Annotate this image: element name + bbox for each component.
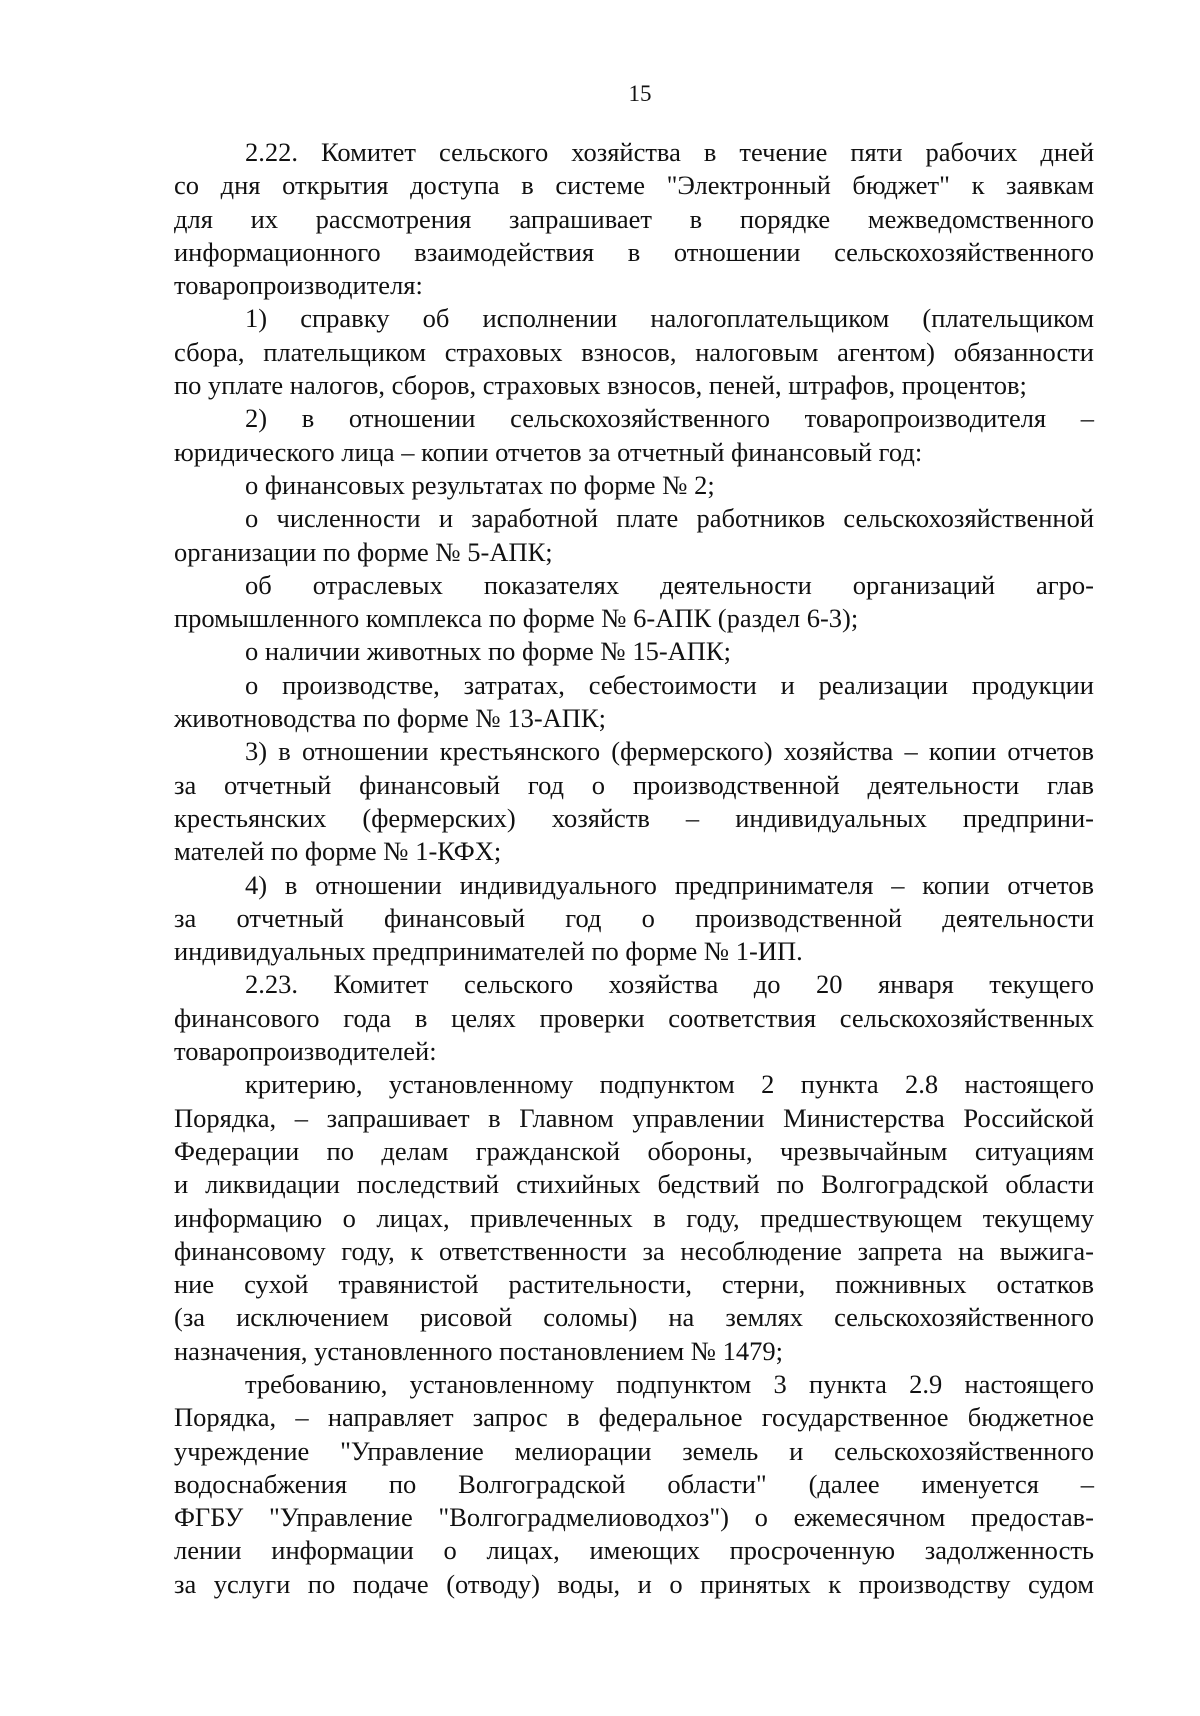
text-line: Порядка, – направляет запрос в федеральное государственное бюджетное — [174, 1402, 1094, 1433]
text-line: 2.23. Комитет сельского хозяйства до 20 января текущего — [245, 969, 1094, 1000]
text-line: водоснабжения по Волгоградской области" (далее именуется – — [174, 1468, 1094, 1499]
paragraph-criterion-2-8 — [174, 1068, 1094, 1368]
text-line: за услуги по подаче (отводу) воды, и о принятых к производству судом — [174, 1568, 1094, 1599]
page-number: 15 — [628, 81, 652, 106]
text-line: ние сухой травянистой растительности, стерни, пожнивных остатков — [174, 1269, 1094, 1300]
text-line: промышленного комплекса по форме № 6-АПК (раздел 6-3); — [174, 603, 859, 634]
paragraph-p-2-23 — [174, 968, 1094, 1068]
text-line: об отраслевых показателях деятельности организаций агро- — [245, 569, 1094, 600]
paragraph-item-2-e — [174, 669, 1094, 736]
text-line: 1) справку об исполнении налогоплательщиком (плательщиком — [245, 303, 1094, 334]
text-line: индивидуальных предпринимателей по форме № 1-ИП. — [174, 936, 803, 967]
text-line: со дня открытия доступа в системе "Электронный бюджет" к заявкам — [174, 170, 1094, 201]
paragraph-requirement-2-9 — [174, 1368, 1094, 1601]
text-line: юридического лица – копии отчетов за отчетный финансовый год: — [174, 436, 923, 467]
text-line: за отчетный финансовый год о производственной деятельности — [174, 902, 1094, 933]
text-line: финансового года в целях проверки соответствия сельскохозяйственных — [174, 1002, 1094, 1033]
paragraph-item-2-c — [174, 569, 1094, 636]
text-line: для их рассмотрения запрашивает в порядке межведомственного — [174, 203, 1094, 234]
text-line: Федерации по делам гражданской обороны, чрезвычайным ситуациям — [174, 1135, 1094, 1166]
text-line: критерию, установленному подпунктом 2 пункта 2.8 настоящего — [245, 1069, 1094, 1100]
paragraph-item-2 — [174, 402, 1094, 469]
text-line: ФГБУ "Управление "Волгоградмелиоводхоз") о ежемесячном предостав- — [174, 1502, 1094, 1533]
text-line: мателей по форме № 1-КФХ; — [174, 836, 502, 867]
text-line: финансовому году, к ответственности за несоблюдение запрета на выжига- — [174, 1235, 1094, 1266]
text-line: лении информации о лицах, имеющих просроченную задолженность — [174, 1535, 1094, 1566]
paragraph-item-3 — [174, 735, 1094, 868]
text-line: 4) в отношении индивидуального предпринимателя – копии отчетов — [245, 869, 1094, 900]
text-line: товаропроизводителя: — [174, 270, 423, 301]
text-line: информацию о лицах, привлеченных в году, предшествующем текущему — [174, 1202, 1094, 1233]
text-line: 2.22. Комитет сельского хозяйства в течение пяти рабочих дней — [245, 137, 1094, 167]
paragraph-p-2-22 — [174, 136, 1094, 302]
text-line: сбора, плательщиком страховых взносов, налоговым агентом) обязанности — [174, 336, 1094, 367]
paragraph-item-2-a — [174, 469, 1094, 502]
text-line: Порядка, – запрашивает в Главном управлении Министерства Российской — [174, 1102, 1094, 1133]
text-line: по уплате налогов, сборов, страховых взносов, пеней, штрафов, процентов; — [174, 370, 1027, 401]
text-line: крестьянских (фермерских) хозяйств – индивидуальных предприни- — [174, 802, 1094, 833]
text-line: животноводства по форме № 13-АПК; — [174, 703, 606, 734]
text-line: о наличии животных по форме № 15-АПК; — [245, 636, 731, 667]
text-line: назначения, установленного постановлением № 1479; — [174, 1335, 784, 1366]
paragraph-item-4 — [174, 869, 1094, 969]
text-line: организации по форме № 5-АПК; — [174, 536, 553, 567]
text-line: товаропроизводителей: — [174, 1036, 437, 1067]
text-line: 3) в отношении крестьянского (фермерского) хозяйства – копии отчетов — [245, 736, 1094, 767]
text-line: 2) в отношении сельскохозяйственного товаропроизводителя – — [245, 403, 1094, 434]
paragraph-item-1 — [174, 302, 1094, 402]
paragraph-item-2-b — [174, 502, 1094, 569]
paragraph-item-2-d — [174, 635, 1094, 668]
text-line: и ликвидации последствий стихийных бедствий по Волгоградской области — [174, 1169, 1094, 1200]
document-body — [174, 136, 1094, 1601]
text-line: о численности и заработной плате работников сельскохозяйственной — [245, 503, 1094, 534]
text-line: требованию, установленному подпунктом 3 пункта 2.9 настоящего — [245, 1368, 1094, 1399]
text-line: о производстве, затратах, себестоимости и реализации продукции — [245, 669, 1094, 700]
text-line: учреждение "Управление мелиорации земель и сельскохозяйственного — [174, 1435, 1094, 1466]
text-line: (за исключением рисовой соломы) на землях сельскохозяйственного — [174, 1302, 1094, 1333]
text-line: о финансовых результатах по форме № 2; — [245, 469, 715, 500]
text-line: за отчетный финансовый год о производственной деятельности глав — [174, 769, 1094, 800]
text-line: информационного взаимодействия в отношении сельскохозяйственного — [174, 236, 1094, 267]
